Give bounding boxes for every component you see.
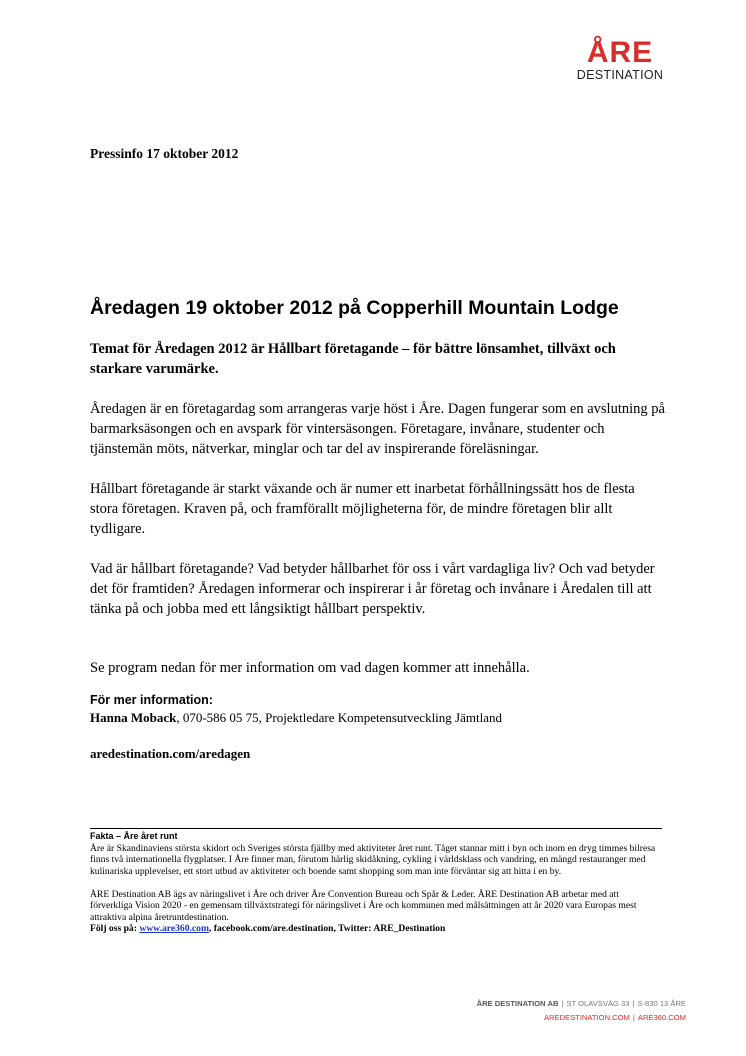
are360-link[interactable]: www.are360.com <box>139 923 209 934</box>
website-link[interactable]: aredestination.com/aredagen <box>90 746 251 761</box>
footer-company: ÅRE DESTINATION AB <box>476 999 559 1008</box>
follow-suffix: , facebook.com/are.destination, Twitter: ARE_Destination <box>208 923 446 934</box>
press-release-title: Åredagen 19 oktober 2012 på Copperhill Mountain Lodge <box>90 297 619 319</box>
follow-prefix: Följ oss på: <box>90 923 140 934</box>
facts-paragraph: Åre är Skandinaviens största skidort och Sveriges största fjällby med aktiviteter året runt. Tåget stannar mitt i byn och inom en dryg timmes bilresa finns två internationella flygplatser. I Åre finner man, förutom härlig skidåkning, cykling i världsklass och vandring, en mängd restauranger med kulinariska upplevelser, ett stort utbud av aktiviteter och boende samt shopping som man inte förväntar sig att hitta i en by. <box>90 842 656 877</box>
body-paragraph: Se program nedan för mer information om vad dagen kommer att innehålla. <box>90 660 530 676</box>
press-release-body <box>90 339 665 764</box>
contact-details: , 070-586 05 75, Projektledare Kompetensutveckling Jämtland <box>176 710 502 725</box>
page-footer <box>477 997 686 1025</box>
footer-address-line <box>477 997 686 1011</box>
facts-box <box>90 828 662 935</box>
footer-street: ST OLAVSVÄG 33 <box>566 999 630 1008</box>
contact-line <box>90 708 665 728</box>
dateline: Pressinfo 17 oktober 2012 <box>90 146 239 161</box>
logo-subtitle: DESTINATION <box>576 68 664 82</box>
footer-web-are360[interactable]: ARE360.COM <box>637 1013 686 1022</box>
body-paragraph: Åredagen är en företagardag som arrangeras varje höst i Åre. Dagen fungerar som en avslutning på barmarksäsongen och en avspark för vintersäsongen. Företagare, invånare, studenter och tjänstemän möts, nätverkar, minglar och tar del av inspirerande föreläsningar. <box>90 401 665 457</box>
body-paragraph: Vad är hållbart företagande? Vad betyder hållbarhet för oss i vårt vardagliga liv? Och vad betyder det för framtiden? Åredagen informerar och inspirerar i år företag och invånare i Åredalen till att tänka på och jobba med ett långsiktigt hållbart perspektiv. <box>90 561 655 617</box>
footer-separator: | <box>632 999 635 1008</box>
facts-paragraph: ÅRE Destination AB ägs av näringslivet i Åre och driver Åre Convention Bureau och Spår & Leder. ÅRE Destination AB arbetar med att förverkliga Vision 2020 - en gemensam tillväxtstrategi för näringslivet i Åre och kommunen med målsättningen att år 2020 vara Europas mest attraktiva alpina åretruntdestination. <box>90 888 637 923</box>
footer-separator: | <box>561 999 564 1008</box>
body-paragraph: Hållbart företagande är starkt växande och är numer ett inarbetat förhållningssätt hos de flesta stora företagen. Kraven på, och framförallt möjligheterna för, de mindre företagen blir allt tydligare. <box>90 481 635 537</box>
contact-heading: För mer information: <box>90 693 213 707</box>
facts-heading: Fakta – Åre året runt <box>90 831 178 841</box>
lead-paragraph: Temat för Åredagen 2012 är Hållbart företagande – för bättre lönsamhet, tillväxt och starkare varumärke. <box>90 341 616 377</box>
footer-postal: S-830 13 ÅRE <box>637 999 686 1008</box>
logo <box>572 38 668 83</box>
footer-separator: | <box>632 1013 635 1022</box>
footer-web-aredestination[interactable]: AREDESTINATION.COM <box>543 1013 630 1022</box>
contact-name: Hanna Moback <box>90 710 177 725</box>
footer-web-line <box>477 1011 686 1025</box>
follow-line <box>90 923 662 935</box>
logo-wordmark: ÅRE <box>586 36 654 69</box>
